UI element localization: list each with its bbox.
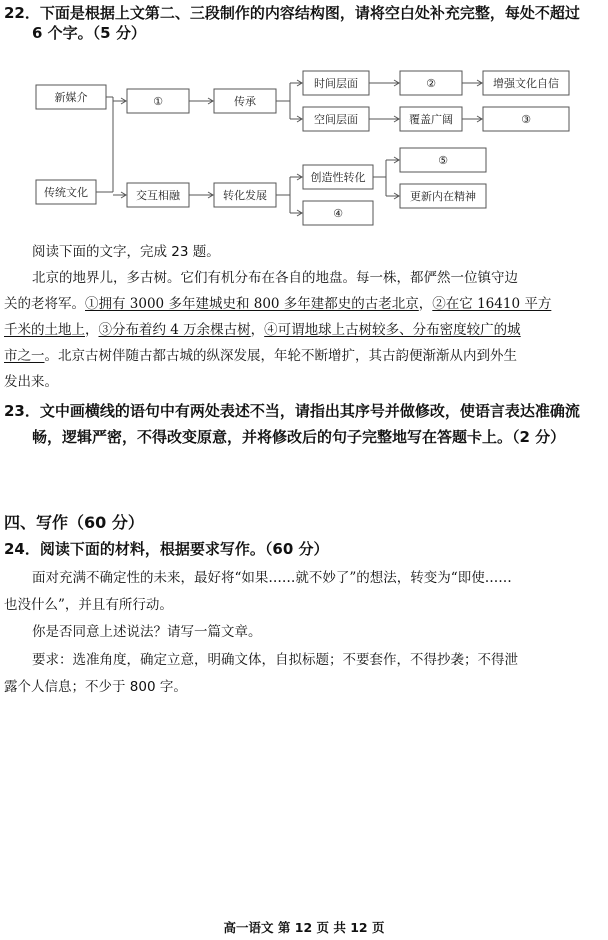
label-new-media: 新媒介 [54,91,88,104]
writing-requirements: 要求：选准角度，确定立意，明确文体，自拟标题；不要套作，不得抄袭；不得泄 [32,652,518,668]
label-inherit: 传承 [234,95,256,108]
box-blank-2 [400,71,462,95]
passage-text: 关的老将军。 [4,296,85,312]
passage-line-5: 发出来。 [4,374,58,390]
label-transform-develop: 转化发展 [223,189,267,202]
material-line-2: 也没什么”，并且有所行动。 [4,597,173,613]
underlined-sentence-4: ④可谓地球上古树较多、分布密度较广的城 [264,322,521,338]
question-23-text-cont: 畅，逻辑严密，不得改变原意，并将修改后的句子完整地写在答题卡上。（2 分） [32,428,566,446]
box-blank-5 [400,148,486,172]
question-22-points: 6 个字。（5 分） [32,24,146,42]
box-traditional-culture [36,180,96,204]
box-blank-4 [303,201,373,225]
underlined-sentence-2-cont: 千米的土地上 [4,322,85,338]
label-coverage: 覆盖广阔 [409,113,453,126]
underlined-sentence-4-cont: 市之一 [4,348,45,364]
box-creative-transform [303,165,373,189]
passage-line-4 [4,344,517,364]
label-space-level: 空间层面 [314,113,358,126]
box-blank-3 [483,107,569,131]
passage-text: ， [418,296,433,312]
reading-intro: 阅读下面的文字，完成 23 题。 [32,244,220,260]
underlined-sentence-2: ②在它 16410 平方 [432,296,552,312]
box-inherit [214,89,276,113]
writing-requirements-cont: 露个人信息；不少于 800 字。 [4,679,187,695]
label-blank-5: ⑤ [438,154,448,167]
section-4-title: 四、写作（60 分） [4,513,144,532]
passage-line-3 [4,318,521,338]
material-line-1: 面对充满不确定性的未来，最好将“如果……就不妙了”的想法，转变为“即使…… [32,570,512,586]
passage-text: 。北京古树伴随古都古城的纵深发展，年轮不断增扩，其古韵便渐渐从内到外生 [44,348,517,364]
page-footer: 高一语文 第 12 页 共 12 页 [223,920,385,935]
question-24-title: 24．阅读下面的材料，根据要求写作。（60 分） [4,540,329,558]
passage-line-1: 北京的地界儿，多古树。它们有机分布在各自的地盘。每一株，都俨然一位镇守边 [32,270,518,286]
box-transform-develop [214,183,276,207]
question-23-text: 23．文中画横线的语句中有两处表述不当，请指出其序号并做修改，使语言表达准确流 [4,402,580,420]
label-creative-transform: 创造性转化 [310,171,366,184]
label-confidence: 增强文化自信 [493,77,559,90]
label-blank-4: ④ [333,207,343,220]
label-update-spirit: 更新内在精神 [410,190,476,203]
label-interaction: 交互相融 [136,189,180,202]
underlined-sentence-3: ③分布着约 4 万余棵古树 [98,322,251,338]
passage-text: ， [250,322,265,338]
writing-prompt: 你是否同意上述说法？请写一篇文章。 [32,624,262,640]
box-update-spirit [400,184,486,208]
label-blank-1: ① [153,95,163,108]
box-blank-1 [127,89,189,113]
box-new-media [36,85,106,109]
label-blank-3: ③ [521,113,531,126]
box-interaction [127,183,189,207]
passage-text: ， [85,322,99,338]
passage-line-2 [4,292,551,312]
question-22-text: 22．下面是根据上文第二、三段制作的内容结构图，请将空白处补充完整，每处不超过 [4,4,580,22]
box-confidence [483,71,569,95]
label-traditional-culture: 传统文化 [44,186,88,199]
underlined-sentence-1: ①拥有 3000 多年建城史和 800 多年建都史的古老北京 [85,296,419,312]
box-space-level [303,107,369,131]
label-blank-2: ② [426,77,436,90]
label-time-level: 时间层面 [314,77,358,90]
structure-diagram [0,60,608,240]
box-coverage [400,107,462,131]
box-time-level [303,71,369,95]
